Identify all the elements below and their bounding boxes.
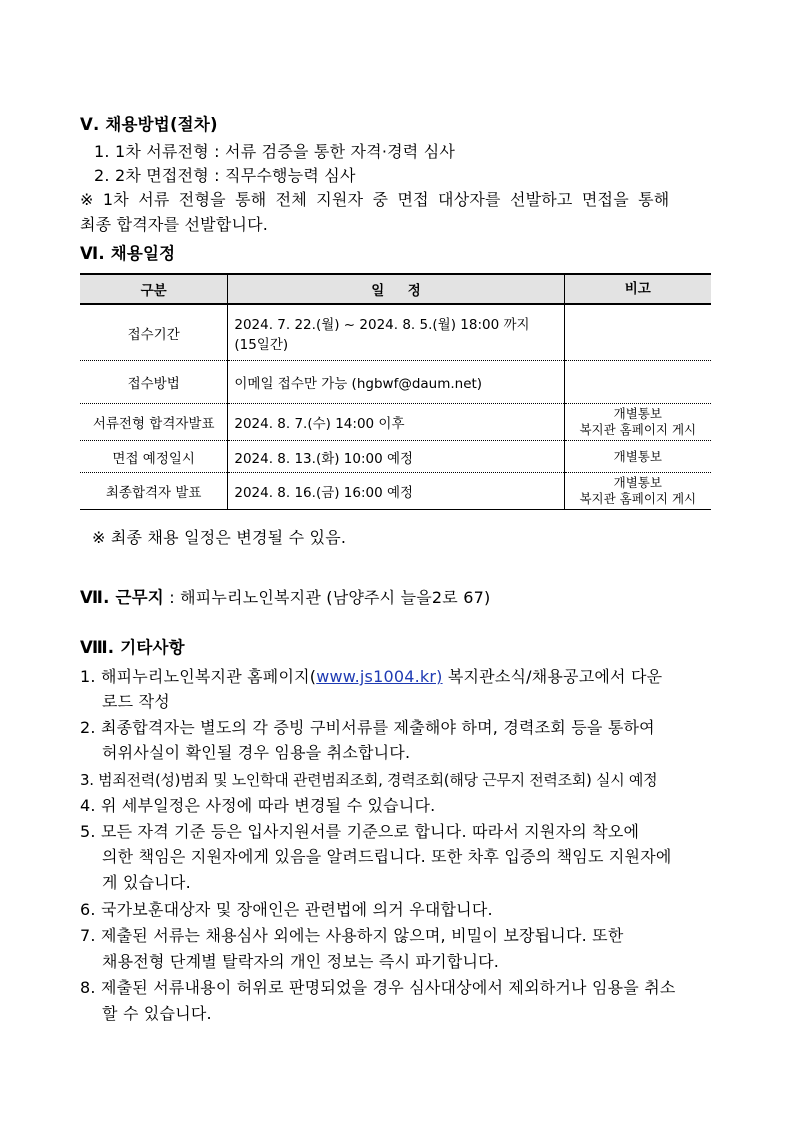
row-schedule [228, 361, 564, 404]
section-5-note-line-2: 최종 합격자를 선발합니다. [80, 215, 269, 234]
row-category: 면접 예정일시 [80, 441, 228, 473]
row-schedule [228, 441, 564, 473]
row-note [564, 361, 711, 404]
row-note-line-2: 복지관 홈페이지 게시 [579, 422, 697, 437]
table-header-schedule: 일 정 [228, 274, 564, 304]
schedule-table [80, 273, 711, 510]
section-8-item-5-line-1: 5. 모든 자격 기준 등은 입사지원서를 기준으로 합니다. 따라서 지원자의 착오에 [80, 822, 640, 841]
section-8-item-8-line-1: 8. 제출된 서류내용이 허위로 판명되었을 경우 심사대상에서 제외하거나 임용을 취소 [80, 978, 676, 997]
table-header-category: 구분 [80, 274, 228, 304]
homepage-link[interactable]: www.js1004.kr) [316, 667, 443, 686]
section-8-item-7-line-1: 7. 제출된 서류는 채용심사 외에는 사용하지 않으며, 비밀이 보장됩니다. 또한 [80, 926, 624, 945]
item-1-suffix: 복지관소식/채용공고에서 다운 [442, 667, 663, 686]
row-category: 접수방법 [80, 361, 228, 404]
section-5-note-line-1: ※ 1차 서류 전형을 통해 전체 지원자 중 면접 대상자를 선발하고 면접을 통해 [80, 190, 670, 209]
section-7-title: Ⅶ. 근무지 [80, 588, 164, 607]
row-schedule [228, 304, 564, 361]
section-6-note: ※ 최종 채용 일정은 변경될 수 있음. [92, 528, 347, 547]
section-8-item-1-cont: 로드 작성 [102, 692, 170, 711]
row-note-line-2: 복지관 홈페이지 게시 [579, 491, 697, 506]
row-note-line-1: 개별통보 [613, 406, 662, 421]
row-note-line-1: 개별통보 [613, 448, 662, 464]
table-header-note: 비고 [564, 274, 711, 304]
table-header-row [80, 274, 711, 304]
section-6-title: Ⅵ. 채용일정 [80, 244, 176, 263]
section-8-item-7-line-2: 채용전형 단계별 탈락자의 개인 정보는 즉시 파기합니다. [102, 952, 500, 971]
section-8-item-4: 4. 위 세부일정은 사정에 따라 변경될 수 있습니다. [80, 796, 436, 815]
section-8-item-5-line-3: 게 있습니다. [102, 873, 191, 892]
table-row [80, 441, 711, 473]
section-7-text: : 해피누리노인복지관 (남양주시 늘을2로 67) [163, 588, 491, 607]
section-8-item-6: 6. 국가보훈대상자 및 장애인은 관련법에 의거 우대합니다. [80, 900, 493, 919]
row-category: 최종합격자 발표 [80, 473, 228, 510]
section-8-title: Ⅷ. 기타사항 [80, 638, 185, 657]
row-schedule-line-1: 이메일 접수만 가능 (hgbwf@daum.net) [234, 376, 483, 392]
section-8-item-1 [80, 666, 662, 688]
row-schedule-line-1: 2024. 7. 22.(월) ~ 2024. 8. 5.(월) 18:00 까지 [234, 316, 530, 333]
row-category: 접수기간 [80, 304, 228, 361]
row-schedule-line-2: (15일간) [234, 336, 289, 353]
row-note [564, 441, 711, 473]
section-5-item-2: 2. 2차 면접전형 : 직무수행능력 심사 [94, 166, 356, 185]
row-note [564, 473, 711, 510]
section-8-item-2-line-2: 허위사실이 확인될 경우 임용을 취소합니다. [102, 743, 411, 762]
section-5-item-1: 1. 1차 서류전형 : 서류 검증을 통한 자격·경력 심사 [94, 142, 456, 161]
table-row [80, 473, 711, 510]
row-note [564, 404, 711, 441]
table-row [80, 361, 711, 404]
section-8-item-5-line-2: 의한 책임은 지원자에게 있음을 알려드립니다. 또한 차후 입증의 책임도 지원자에 [102, 847, 672, 866]
row-note [564, 304, 711, 361]
row-schedule-line-1: 2024. 8. 13.(화) 10:00 예정 [234, 450, 414, 467]
section-7-line [80, 587, 490, 609]
row-schedule-line-1: 2024. 8. 16.(금) 16:00 예정 [234, 485, 414, 501]
section-8-item-3: 3. 범죄전력(성)범죄 및 노인학대 관련범죄조회, 경력조회(해당 근무지 전력조회) 실시 예정 [80, 771, 658, 789]
table-row [80, 404, 711, 441]
section-8-item-8-line-2: 할 수 있습니다. [102, 1004, 212, 1023]
section-5-title: Ⅴ. 채용방법(절차) [80, 115, 218, 134]
row-schedule [228, 404, 564, 441]
row-note-line-1: 개별통보 [613, 475, 662, 490]
table-row [80, 304, 711, 361]
row-category: 서류전형 합격자발표 [80, 404, 228, 441]
section-8-item-2-line-1: 2. 최종합격자는 별도의 각 증빙 구비서류를 제출해야 하며, 경력조회 등을 통하여 [80, 718, 655, 737]
item-1-prefix: 1. 해피누리노인복지관 홈페이지( [80, 667, 317, 686]
row-schedule-line-1: 2024. 8. 7.(수) 14:00 이후 [234, 416, 405, 432]
row-schedule [228, 473, 564, 510]
